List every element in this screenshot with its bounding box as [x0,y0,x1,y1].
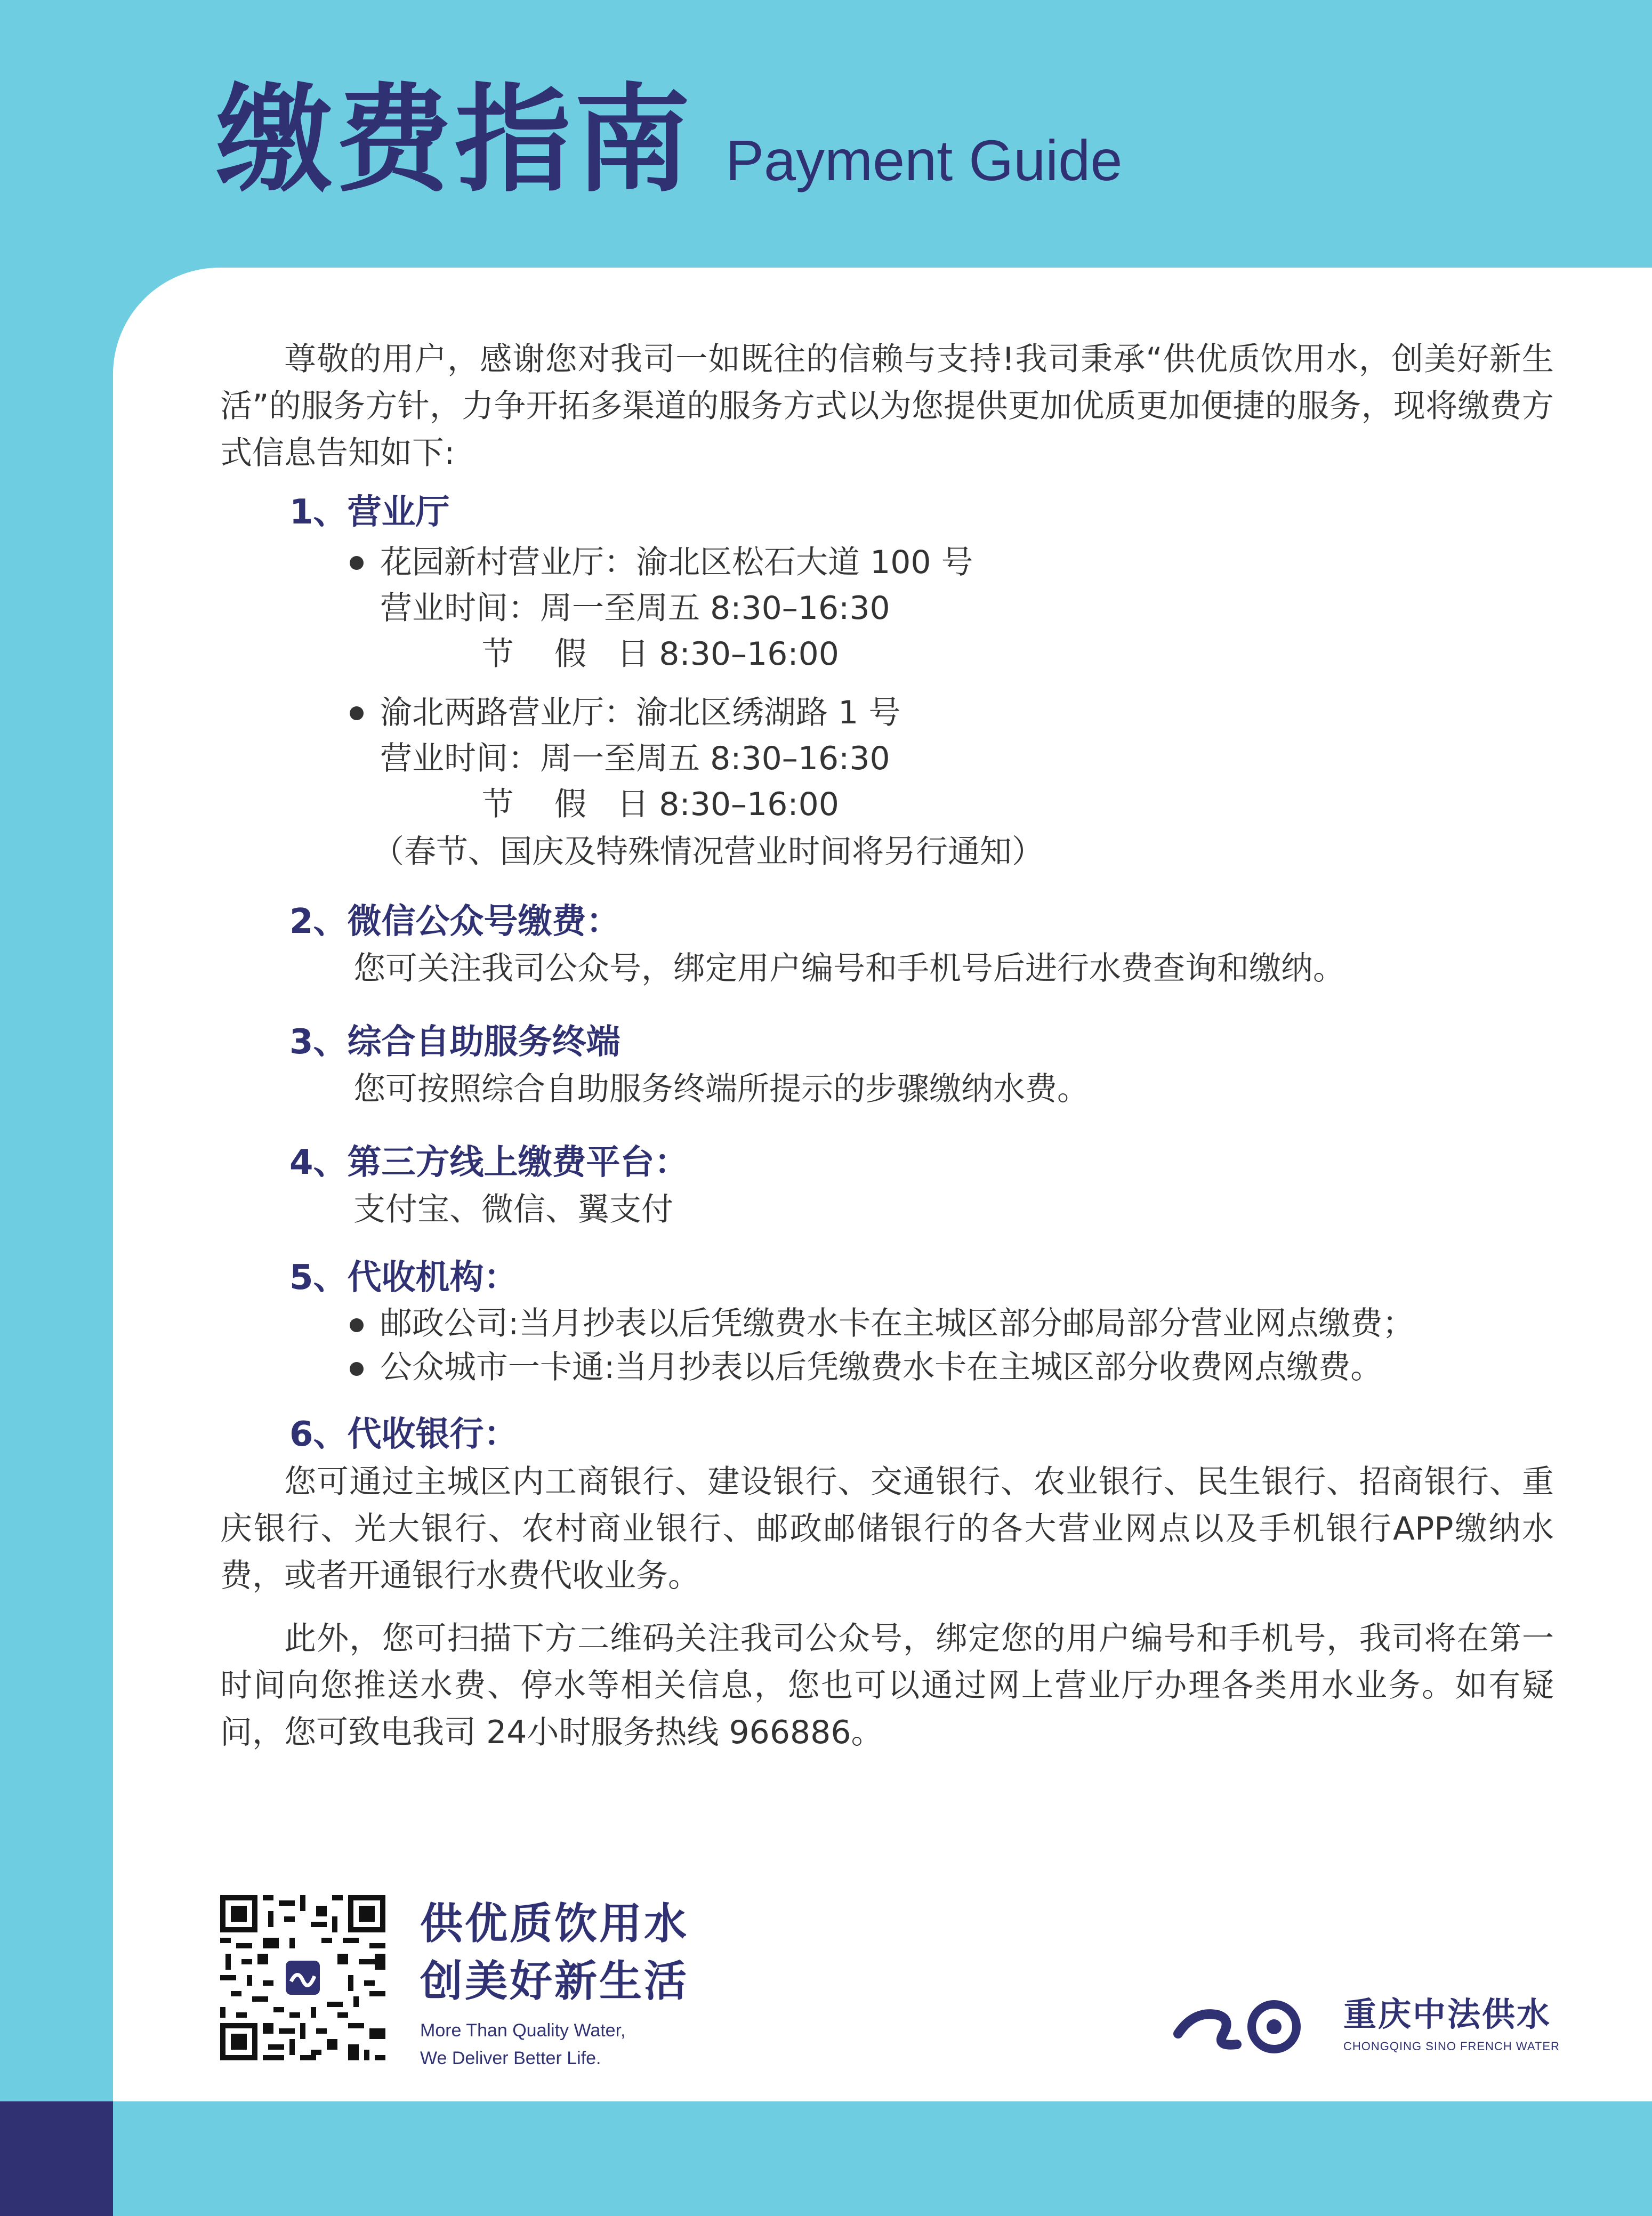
agency-text: 公众城市一卡通:当月抄表以后凭缴费水卡在主城区部分收费网点缴费。 [380,1349,1383,1386]
agency-item [220,1302,1554,1345]
company-logo-icon [1173,1994,1322,2058]
company-name-english: CHONGQING SINO FRENCH WATER [1343,2040,1560,2053]
page-title-english: Payment Guide [726,128,1123,192]
hall-hours-holiday: 节 假 日 8:30–16:00 [380,635,839,673]
bullet-icon [350,1318,364,1332]
page-title: 缴费指南 [216,73,694,208]
section-text-terminal: 您可按照综合自助服务终端所提示的步骤缴纳水费。 [353,1070,1089,1108]
section-title-terminal: 3、综合自助服务终端 [289,1022,620,1062]
company-logo [1173,1994,1560,2058]
bullet-icon [350,556,364,570]
qr-code-icon[interactable] [220,1895,385,2060]
hall-hours-holiday: 节 假 日 8:30–16:00 [380,786,839,823]
guide-content [220,336,1554,1756]
bullet-icon [350,1362,364,1376]
section-text-online: 支付宝、微信、翼支付 [353,1191,673,1228]
hall-hours-weekday: 营业时间：周一至周五 8:30–16:30 [380,740,890,777]
section-title-hall: 1、营业厅 [289,493,450,532]
slogan-english-2: We Deliver Better Life. [420,2048,601,2068]
section-title-online: 4、第三方线上缴费平台： [289,1143,689,1182]
section-title-bank: 6、代收银行： [289,1415,518,1454]
footer-accent [0,2101,113,2216]
hall-name: 渝北两路营业厅：渝北区绣湖路 1 号 [380,694,901,731]
hall-name: 花园新村营业厅：渝北区松石大道 100 号 [380,544,973,581]
bank-paragraph: 您可通过主城区内工商银行、建设银行、交通银行、农业银行、民生银行、招商银行、重庆银行、光大银行、农村商业银行、邮政邮储银行的各大营业网点以及手机银行APP缴纳水费，或者开通银行水费代收业务。 [220,1463,1554,1594]
footer-bar [0,2101,1652,2216]
section-title-agency: 5、代收机构： [289,1258,518,1298]
holiday-note: （春节、国庆及特殊情况营业时间将另行通知） [372,833,1044,871]
section-text-wechat: 您可关注我司公众号，绑定用户编号和手机号后进行水费查询和缴纳。 [353,950,1345,987]
hall-item [220,539,1554,585]
intro-paragraph: 尊敬的用户，感谢您对我司一如既往的信赖与支持!我司秉承“供优质饮用水，创美好新生活”的服务方针，力争开拓多渠道的服务方式以为您提供更加优质更加便捷的服务，现将缴费方式信息告知如下: [220,341,1554,472]
slogan-line-1: 供优质饮用水 [420,1899,689,1948]
company-name: 重庆中法供水 [1343,1995,1552,2034]
closing-paragraph: 此外，您可扫描下方二维码关注我司公众号，绑定您的用户编号和手机号，我司将在第一时间向您推送水费、停水等相关信息，您也可以通过网上营业厅办理各类用水业务。如有疑问，您可致电我司 24小时服务热线 966886。 [220,1620,1554,1751]
slogan [420,1895,689,2072]
agency-text: 邮政公司:当月抄表以后凭缴费水卡在主城区部分邮局部分营业网点缴费； [380,1305,1415,1342]
page-header [216,73,1123,208]
slogan-line-2: 创美好新生活 [420,1956,689,2006]
slogan-english-1: More Than Quality Water, [420,2020,626,2041]
agency-item [220,1345,1554,1389]
section-title-wechat: 2、微信公众号缴费： [289,902,620,941]
bullet-icon [350,706,364,720]
hall-item [220,690,1554,736]
hall-hours-weekday: 营业时间：周一至周五 8:30–16:30 [380,590,890,627]
